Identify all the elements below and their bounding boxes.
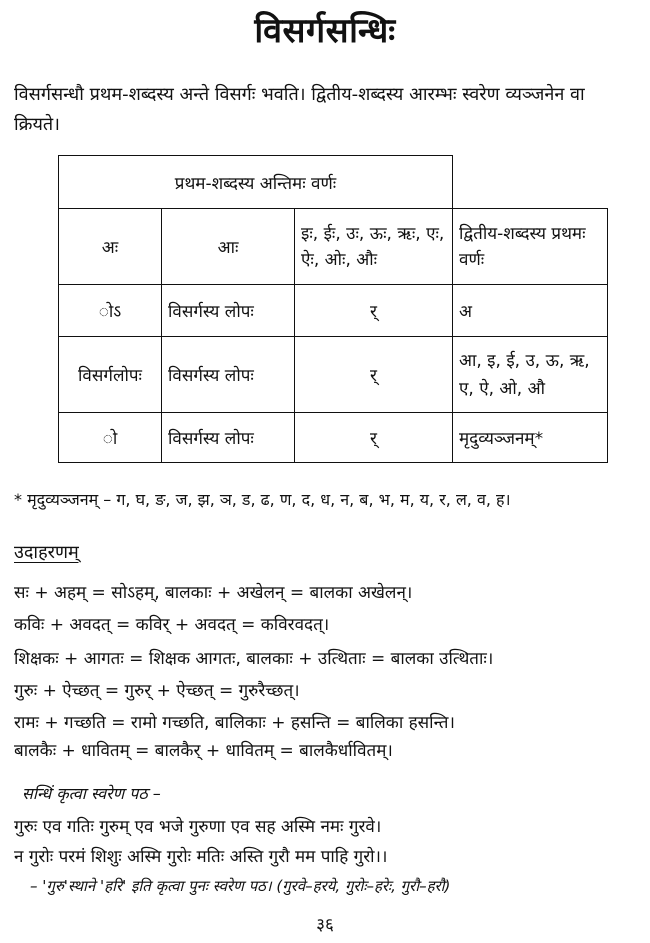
col-header-aa: आः [162, 209, 295, 285]
table-row [59, 285, 608, 337]
sandhi-rules-table [58, 155, 608, 463]
intro-paragraph: विसर्गसन्धौ प्रथम-शब्दस्य अन्ते विसर्गः भवति। द्वितीय-शब्दस्य आरम्भः स्वरेण व्यञ्जनेन वा क्रियते। [14, 84, 585, 135]
col-header-a: अः [59, 209, 162, 285]
table-footnote: * मृदुव्यञ्जनम् – ग, घ, ङ, ज, झ, ञ, ड, ढ, ण, द, ध, न, ब, भ, म, य, र, ल, व, ह। [14, 490, 511, 509]
col-header-second-word: द्वितीय-शब्दस्य प्रथमः वर्णः [453, 209, 608, 285]
table-top-header: प्रथम-शब्दस्य अन्तिमः वर्णः [59, 156, 453, 209]
table-empty-corner [453, 156, 608, 209]
table-row [59, 337, 608, 413]
table-cell: विसर्गलोपः [59, 337, 162, 413]
example-line: कविः + अवदत् = कविर् + अवदत् = कविरवदत्। [14, 615, 330, 635]
table-cell: र् [295, 413, 453, 463]
table-cell: अ [453, 285, 608, 337]
table-cell: आ, इ, ई, उ, ऊ, ऋ, ए, ऐ, ओ, औ [453, 337, 608, 413]
examples-heading: उदाहरणम् [14, 542, 79, 563]
table-cell: मृदुव्यञ्जनम्* [453, 413, 608, 463]
col-header-other-vowels: इः, ईः, उः, ऊः, ऋः, एः, ऐः, ओः, औः [295, 209, 453, 285]
table-cell: ो [59, 413, 162, 463]
table-cell: ोऽ [59, 285, 162, 337]
reading-instruction: सन्धिं कृत्वा स्वरेण पठ – [22, 784, 161, 803]
example-line: शिक्षकः + आगतः = शिक्षक आगतः, बालकाः + उत्थिताः = बालका उत्थिताः। [14, 649, 494, 669]
table-cell: र् [295, 285, 453, 337]
example-line: गुरुः + ऐच्छत् = गुरुर् + ऐच्छत् = गुरुरैच्छत्। [14, 681, 300, 701]
table-cell: र् [295, 337, 453, 413]
example-line: बालकैः + धावितम् = बालकैर् + धावितम् = बालकैर्धावितम्। [14, 741, 393, 761]
poem-line: गुरुः एव गतिः गुरुम् एव भजे गुरुणा एव सह अस्मि नमः गुरवे। [14, 817, 382, 837]
table-top-header-row [59, 156, 608, 209]
page-title: विसर्गसन्धिः [254, 11, 396, 51]
example-line: रामः + गच्छति = रामो गच्छति, बालिकाः + हसन्ति = बालिका हसन्ति। [14, 713, 455, 733]
table-cell: विसर्गस्य लोपः [162, 285, 295, 337]
substitution-note: – 'गुरु'स्थाने 'हरि' इति कृत्वा पुनः स्वरेण पठ। (गुरवे–हरये, गुरोः–हरेः, गुरौ–हरौ) [30, 877, 451, 895]
table-cell: विसर्गस्य लोपः [162, 413, 295, 463]
poem-line: न गुरोः परमं शिशुः अस्मि गुरोः मतिः अस्ति गुरौ मम पाहि गुरो।। [14, 847, 388, 867]
page-number: ३६ [316, 915, 334, 935]
table-header-row [59, 209, 608, 285]
table-row [59, 413, 608, 463]
table-cell: विसर्गस्य लोपः [162, 337, 295, 413]
example-line: सः + अहम् = सोऽहम्, बालकाः + अखेलन् = बालका अखेलन्। [14, 583, 413, 603]
